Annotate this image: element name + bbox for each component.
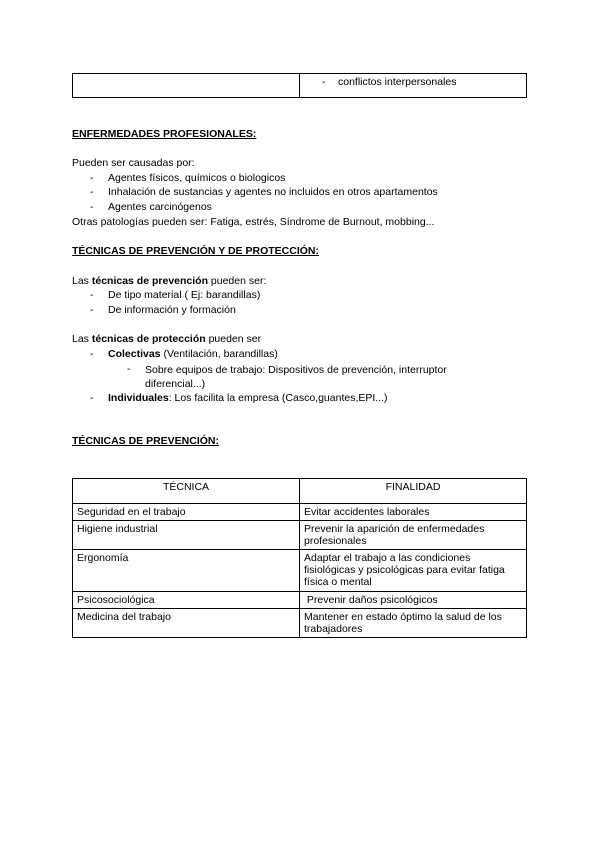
bullet-dash: - xyxy=(90,304,94,316)
list-item-text: Agentes carcinógenos xyxy=(108,201,212,213)
list-item-text: Inhalación de sustancias y agentes no incluidos en otros apartamentos xyxy=(108,186,438,198)
list-item-text: De tipo material ( Ej: barandillas) xyxy=(108,289,261,301)
table-cell: Adaptar el trabajo a las condiciones fisiológicas y psicológicas para evitar fatiga física o mental xyxy=(300,550,527,592)
proteccion-intro: Las técnicas de protección pueden ser xyxy=(72,333,262,345)
table-cell: Prevenir daños psicológicos xyxy=(300,592,527,609)
column-header: FINALIDAD xyxy=(300,479,527,504)
bullet-dash: - xyxy=(90,172,94,184)
bold-term: técnicas de prevención xyxy=(91,275,208,287)
table-row xyxy=(73,592,527,609)
bullet-dash: - xyxy=(322,76,326,88)
section-heading-tabla: TÉCNICAS DE PREVENCIÓN: xyxy=(72,435,220,447)
list-item xyxy=(90,186,438,198)
bold-term: Individuales xyxy=(108,392,169,404)
list-item-individuales: - Individuales: Los facilita la empresa (Casco,guantes,EPI...) xyxy=(90,392,388,404)
table-cell: Prevenir la aparición de enfermedades profesionales xyxy=(300,521,527,550)
table-cell: Seguridad en el trabajo xyxy=(73,504,300,521)
prevencion-intro: Las técnicas de prevención pueden ser: xyxy=(72,275,267,287)
list-item xyxy=(90,289,260,301)
table-row xyxy=(73,550,527,592)
list-item-text: De información y formación xyxy=(108,304,236,316)
table-cell: Evitar accidentes laborales xyxy=(300,504,527,521)
cell-text: conflictos interpersonales xyxy=(338,76,457,88)
bullet-dash: - xyxy=(90,289,94,301)
bold-term: técnicas de protección xyxy=(91,333,206,345)
list-item-colectivas: - Colectivas (Ventilación, barandillas) xyxy=(90,348,278,360)
bullet-dash: - xyxy=(90,348,94,360)
table-row xyxy=(73,521,527,550)
table-cell xyxy=(300,74,527,98)
list-item-text: Sobre equipos de trabajo: Dispositivos de prevención, interruptor diferencial...) xyxy=(145,364,447,390)
bold-term: Colectivas xyxy=(108,348,161,360)
section-heading-tecnicas: TÉCNICAS DE PREVENCIÓN Y DE PROTECCIÓN: xyxy=(72,245,319,257)
techniques-table xyxy=(72,478,527,638)
bullet-dash: - xyxy=(90,392,94,404)
table-row xyxy=(73,74,527,98)
top-table xyxy=(72,73,527,98)
table-cell: Medicina del trabajo xyxy=(73,609,300,638)
section-heading-enfermedades: ENFERMEDADES PROFESIONALES: xyxy=(72,128,257,140)
table-cell: Higiene industrial xyxy=(73,521,300,550)
table-cell xyxy=(73,74,300,98)
bullet-dash: - xyxy=(127,363,131,375)
table-cell: Psicosociológica xyxy=(73,592,300,609)
table-row xyxy=(73,609,527,638)
enfermedades-intro: Pueden ser causadas por: xyxy=(72,157,195,169)
list-item xyxy=(90,304,236,316)
enfermedades-other: Otras patologías pueden ser: Fatiga, estrés, Síndrome de Burnout, mobbing... xyxy=(72,216,435,228)
list-item xyxy=(90,172,285,184)
column-header: TÉCNICA xyxy=(73,479,300,504)
list-item xyxy=(90,201,212,213)
table-cell: Ergonomía xyxy=(73,550,300,592)
bullet-dash: - xyxy=(90,201,94,213)
table-row xyxy=(73,504,527,521)
table-cell: Mantener en estado óptimo la salud de los trabajadores xyxy=(300,609,527,638)
sub-list-item xyxy=(127,363,465,391)
table-header-row xyxy=(73,479,527,504)
list-item-text: Agentes físicos, químicos o biologicos xyxy=(108,172,286,184)
bullet-dash: - xyxy=(90,186,94,198)
